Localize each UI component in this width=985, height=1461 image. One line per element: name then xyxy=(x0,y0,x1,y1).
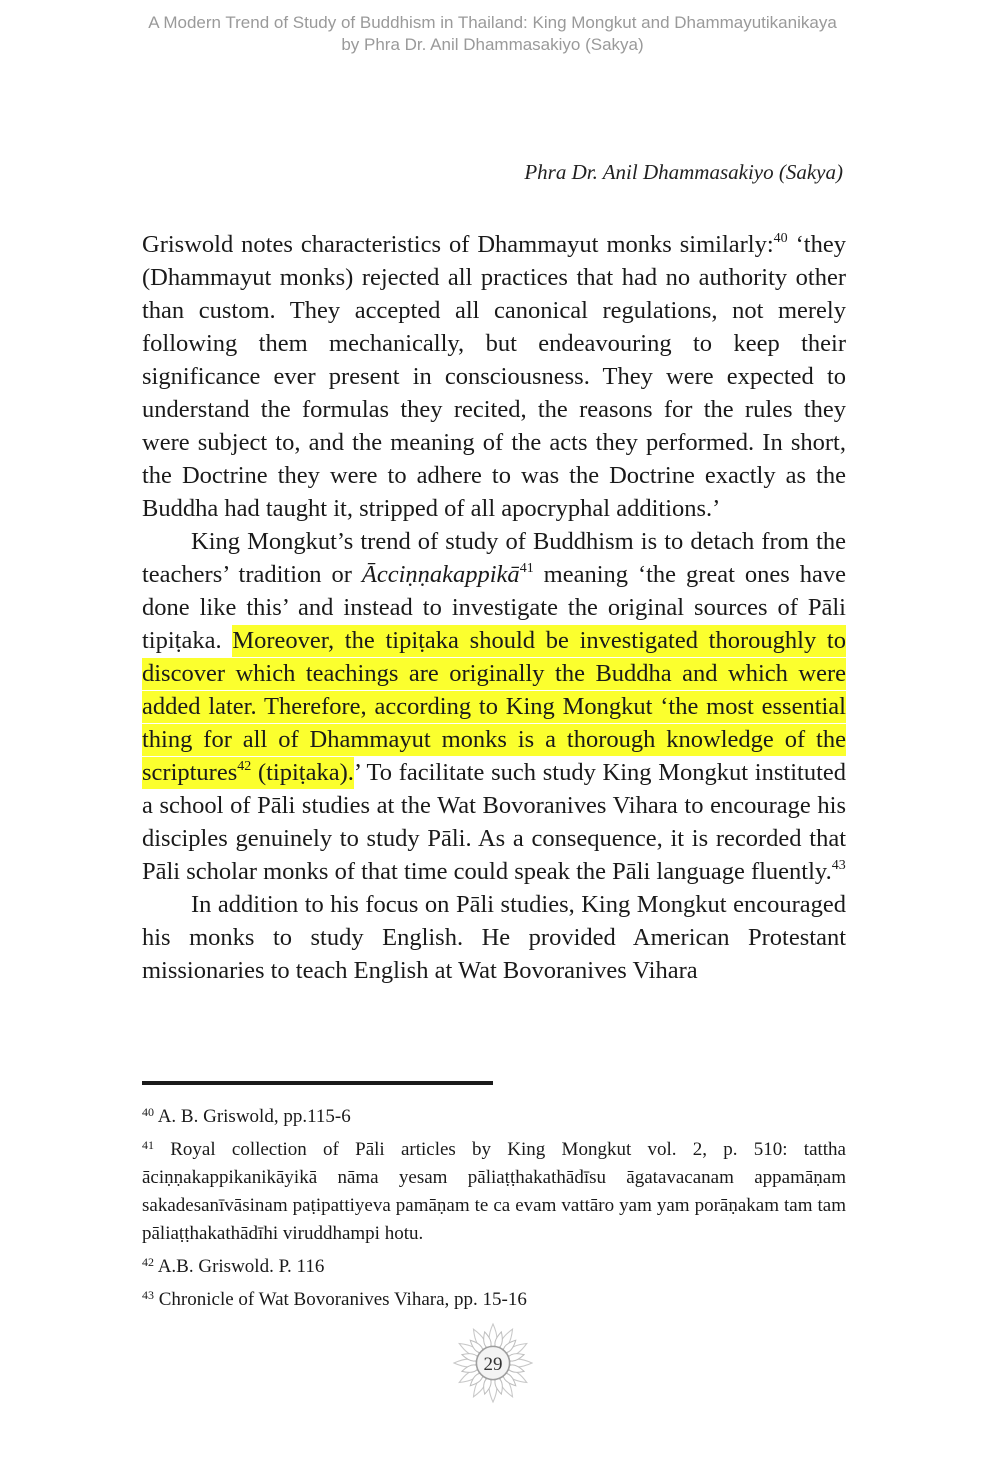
footnote-43 xyxy=(142,1286,846,1314)
footnote-40 xyxy=(142,1103,846,1131)
paragraph-2 xyxy=(142,525,846,888)
footnote-text: A.B. Griswold. P. 116 xyxy=(154,1256,325,1277)
footnote-number: 41 xyxy=(142,1138,154,1152)
footnote-divider xyxy=(142,1081,493,1085)
footnote-number: 40 xyxy=(142,1105,154,1119)
footnotes xyxy=(142,1103,846,1319)
running-head: Phra Dr. Anil Dhammasakiyo (Sakya) xyxy=(524,160,843,184)
highlight-text: Moreover, the tipiṭaka should be investigated thoroughly to discover which teachings are originally the Buddha and which were added later. Therefore, according to King Mongkut ‘the most essential thing for all of Dhammayut monks is a thorough knowledge of the scriptures xyxy=(142,627,846,786)
highlight-text: (tipiṭaka). xyxy=(251,759,354,786)
paragraph-text: ’ To facilitate such study King Mongkut instituted a school of Pāli studies at the Wat Bovoranives Vihara to encourage his disciples genuinely to study Pāli. As a consequence, it is recorded that Pāli scholar monks of that time could speak the Pāli language fluently. xyxy=(142,759,846,885)
footnote-number: 43 xyxy=(142,1288,154,1302)
document-author: by Phra Dr. Anil Dhammasakiyo (Sakya) xyxy=(341,35,644,54)
pali-term: Ācciṇṇakappikā xyxy=(361,561,520,588)
paragraph-text: King Mongkut’s trend of study of Buddhism is to detach from the teachers’ tradition or xyxy=(142,528,846,588)
document-title: A Modern Trend of Study of Buddhism in Thailand: King Mongkut and Dhammayutikanikaya xyxy=(148,13,837,32)
footnote-ref-40[interactable]: 40 xyxy=(773,231,788,246)
footnote-ref-43[interactable]: 43 xyxy=(831,858,846,873)
footnote-41 xyxy=(142,1136,846,1248)
footnote-text: Chronicle of Wat Bovoranives Vihara, pp. 15-16 xyxy=(154,1289,527,1310)
page-number: 29 xyxy=(483,1354,503,1375)
paragraph-1 xyxy=(142,228,846,525)
footnote-ref-41[interactable]: 41 xyxy=(519,561,534,576)
footnote-42 xyxy=(142,1253,846,1281)
paragraph-text: Griswold notes characteristics of Dhammayut monks similarly: xyxy=(142,231,774,258)
body-text xyxy=(142,228,846,987)
paragraph-text: meaning ‘the great ones have done like this’ and instead to investigate the original sources of Pāli tipiṭaka. xyxy=(142,561,846,654)
paragraph-3: In addition to his focus on Pāli studies, King Mongkut encouraged his monks to study English. He provided American Protestant missionaries to teach English at Wat Bovoranives Vihara xyxy=(142,891,846,984)
paragraph-text: ‘they (Dhammayut monks) rejected all practices that had no authority other than custom. They accepted all canonical regulations, not merely following them mechanically, but endeavouring to keep their significance ever present in consciousness. They were expected to understand the formulas they recited, the reasons for the rules they were subject to, and the meaning of the acts they performed. In short, the Doctrine they were to adhere to was the Doctrine exactly as the Buddha had taught it, stripped of all apocryphal additions.’ xyxy=(142,231,846,522)
footnote-number: 42 xyxy=(142,1255,154,1269)
footnote-text: Royal collection of Pāli articles by King Mongkut vol. 2, p. 510: tattha āciṇṇakappikanikāyikā nāma yesam pāliaṭṭhakathādīsu āgatavacanam appamāṇam sakadesanīvāsinam paṭipattiyeva pamāṇam te ca evam vattāro yam yam porāṇakam tam tam pāliaṭṭhakathādīhi viruddhampi hotu. xyxy=(142,1139,846,1244)
document-header xyxy=(0,12,985,56)
footnote-text: A. B. Griswold, pp.115-6 xyxy=(154,1106,351,1127)
footnote-ref-42[interactable]: 42 xyxy=(237,759,252,774)
